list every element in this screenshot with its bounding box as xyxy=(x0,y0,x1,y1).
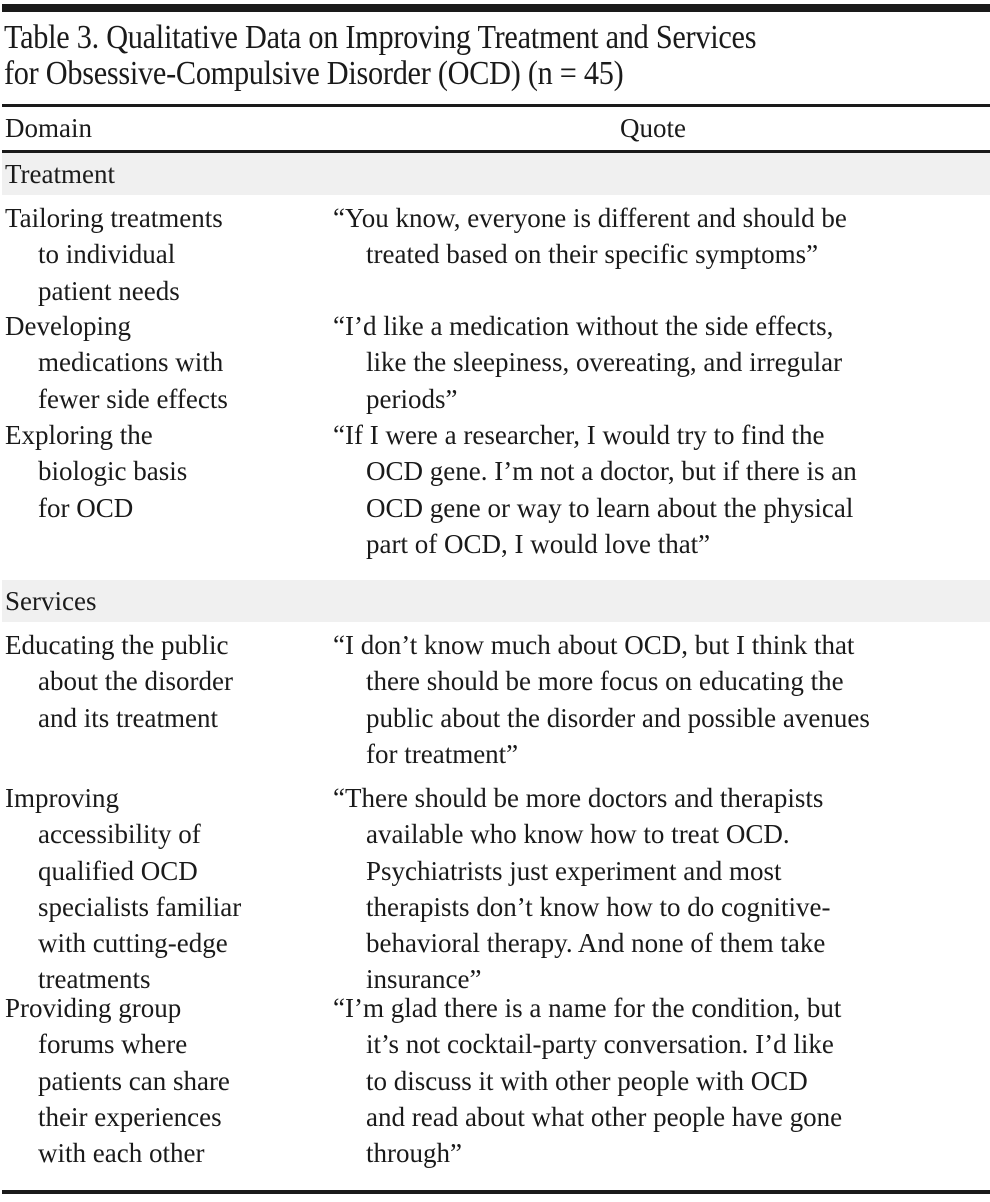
domain-line: with cutting-edge xyxy=(38,928,228,959)
quote-cell xyxy=(333,627,983,772)
domain-cell xyxy=(5,627,305,736)
domain-line: Developing xyxy=(5,311,131,341)
quote-cell xyxy=(333,417,983,562)
quote-line: available who know how to treat OCD. xyxy=(366,819,790,850)
quote-cell xyxy=(333,990,983,1171)
domain-line: treatments xyxy=(38,964,151,995)
quote-line: it’s not cocktail-party conversation. I’d like xyxy=(366,1029,834,1060)
quote-line: “I’d like a medication without the side effects, xyxy=(333,311,834,341)
domain-cell xyxy=(5,780,305,998)
column-header-domain: Domain xyxy=(5,113,92,143)
quote-cell xyxy=(333,200,983,273)
quote-cell xyxy=(333,308,983,417)
domain-line: medications with xyxy=(38,347,224,378)
quote-line: “I don’t know much about OCD, but I think that xyxy=(333,630,855,660)
domain-line: Providing group xyxy=(5,993,182,1023)
title-rule xyxy=(2,104,990,107)
quote-cell xyxy=(333,780,983,998)
domain-line: and its treatment xyxy=(38,702,218,733)
domain-line: about the disorder xyxy=(38,666,233,697)
quote-line: part of OCD, I would love that” xyxy=(366,528,711,559)
table-title-line-1: Table 3. Qualitative Data on Improving Treatment and Services xyxy=(4,19,757,56)
quote-line: there should be more focus on educating the xyxy=(366,666,844,697)
section-row-services: Services xyxy=(2,580,990,622)
domain-line: patients can share xyxy=(38,1065,230,1096)
quote-line: “There should be more doctors and therapists xyxy=(333,783,824,813)
quote-line: public about the disorder and possible avenues xyxy=(366,702,870,733)
domain-line: Exploring the xyxy=(5,420,153,450)
section-row-treatment: Treatment xyxy=(2,153,990,195)
domain-cell xyxy=(5,990,305,1171)
domain-cell xyxy=(5,200,305,309)
quote-line: behavioral therapy. And none of them take xyxy=(366,928,826,959)
table-title xyxy=(4,20,880,92)
domain-line: their experiences xyxy=(38,1101,222,1132)
quote-line: “You know, everyone is different and should be xyxy=(333,203,847,233)
quote-line: through” xyxy=(366,1138,462,1169)
domain-line: for OCD xyxy=(38,492,134,523)
quote-line: and read about what other people have gone xyxy=(366,1101,843,1132)
column-header-quote: Quote xyxy=(620,113,686,143)
quote-line: to discuss it with other people with OCD xyxy=(366,1065,808,1096)
quote-line: “I’m glad there is a name for the condition, but xyxy=(333,993,842,1023)
domain-line: Improving xyxy=(5,783,119,813)
domain-line: specialists familiar xyxy=(38,891,242,922)
domain-line: Tailoring treatments xyxy=(5,203,223,233)
bottom-rule xyxy=(2,1190,990,1194)
domain-cell xyxy=(5,417,305,526)
domain-line: Educating the public xyxy=(5,630,229,660)
domain-line: qualified OCD xyxy=(38,855,198,886)
domain-line: biologic basis xyxy=(38,456,188,487)
domain-line: to individual xyxy=(38,239,176,270)
quote-line: treated based on their specific symptoms” xyxy=(366,239,819,270)
quote-line: periods” xyxy=(366,383,458,414)
quote-line: therapists don’t know how to do cognitive- xyxy=(366,891,831,922)
quote-line: like the sleepiness, overeating, and irregular xyxy=(366,347,843,378)
quote-line: for treatment” xyxy=(366,738,519,769)
domain-line: with each other xyxy=(38,1138,205,1169)
domain-line: forums where xyxy=(38,1029,188,1060)
quote-line: OCD gene. I’m not a doctor, but if there is an xyxy=(366,456,857,487)
top-rule xyxy=(2,4,990,12)
quote-line: insurance” xyxy=(366,964,482,995)
domain-line: patient needs xyxy=(38,275,180,306)
domain-cell xyxy=(5,308,305,417)
quote-line: “If I were a researcher, I would try to find the xyxy=(333,420,825,450)
quote-line: Psychiatrists just experiment and most xyxy=(366,855,782,886)
table-title-line-2: for Obsessive-Compulsive Disorder (OCD) (n = 45) xyxy=(4,55,624,92)
domain-line: accessibility of xyxy=(38,819,201,850)
domain-line: fewer side effects xyxy=(38,383,228,414)
quote-line: OCD gene or way to learn about the physical xyxy=(366,492,854,523)
